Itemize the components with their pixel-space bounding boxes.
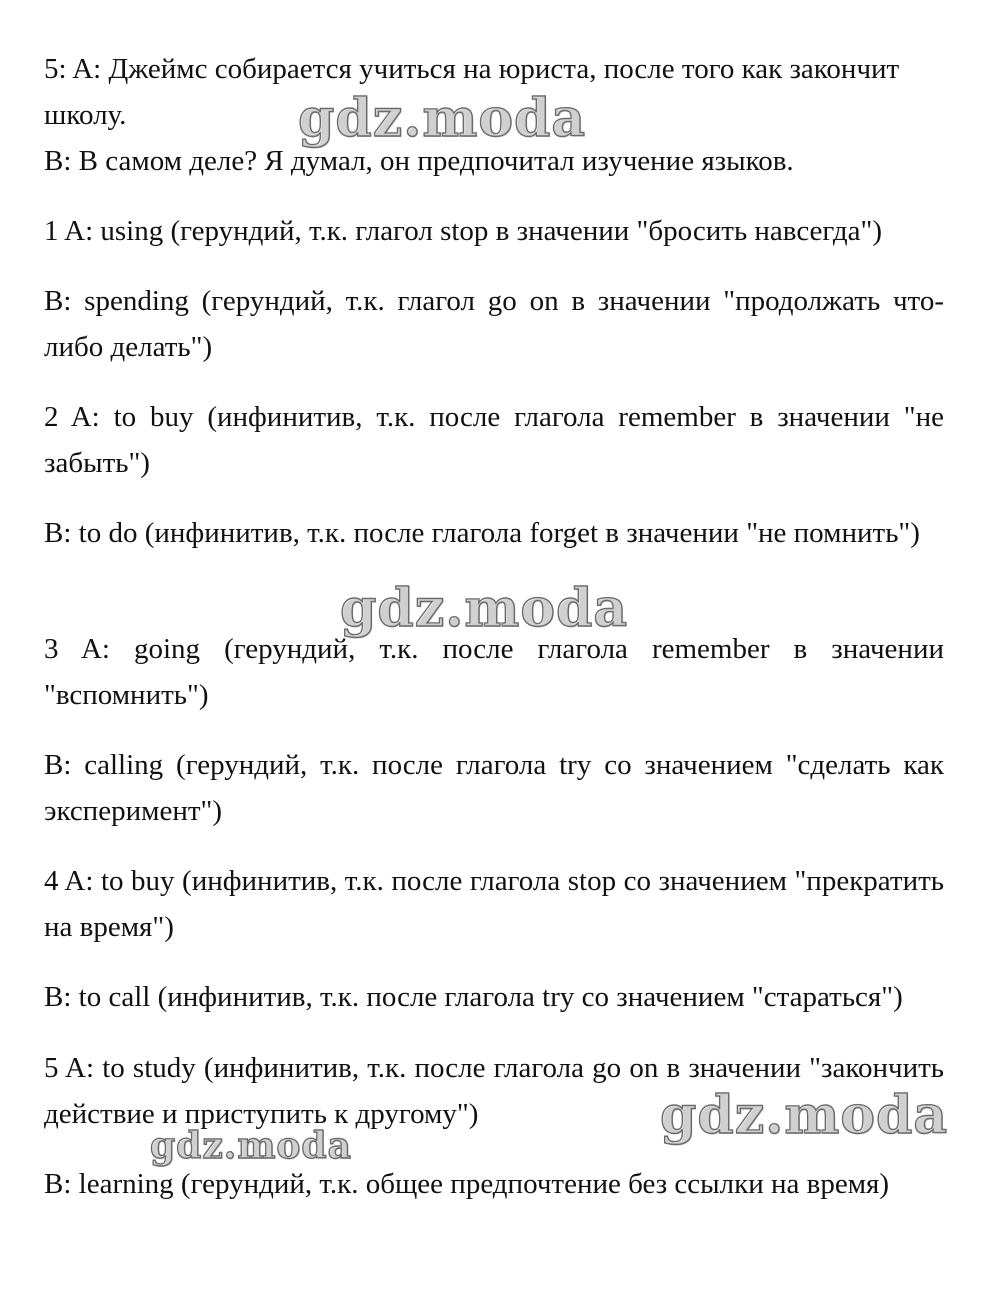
paragraph-2a: 2 A: to buy (инфинитив, т.к. после глагола remember в значении "не забыть") xyxy=(44,401,944,479)
paragraph-4a: 4 A: to buy (инфинитив, т.к. после глагола stop со значением "прекратить на время") xyxy=(44,865,944,943)
watermark-logo: gdz.moda xyxy=(660,1085,949,1146)
paragraph-5a: 5 A: to study (инфинитив, т.к. после глагола go on в значении "закончить действие и приступить к другому") xyxy=(44,1052,944,1130)
paragraph-dialogue-a: 5: A: Джеймс собирается учиться на юриста, после того как закончит школу. xyxy=(44,53,900,131)
paragraph-3b: B: calling (герундий, т.к. после глагола try со значением "сделать как эксперимент") xyxy=(44,749,944,827)
paragraph-5b: B: learning (герундий, т.к. общее предпочтение без ссылки на время) xyxy=(44,1168,890,1200)
paragraph-dialogue-b: B: В самом деле? Я думал, он предпочитал изучение языков. xyxy=(44,145,794,177)
paragraph-2b: B: to do (инфинитив, т.к. после глагола forget в значении "не помнить") xyxy=(44,517,920,549)
paragraph-3a: 3 A: going (герундий, т.к. после глагола remember в значении "вспомнить") xyxy=(44,633,944,711)
paragraph-4b: B: to call (инфинитив, т.к. после глагола try со значением "стараться") xyxy=(44,981,903,1013)
watermark-logo: gdz.moda xyxy=(298,88,587,149)
watermark-logo: gdz.moda xyxy=(150,1125,352,1167)
watermark-logo: gdz.moda xyxy=(340,578,629,639)
paragraph-1b: B: spending (герундий, т.к. глагол go on в значении "продолжать что-либо делать") xyxy=(44,285,944,363)
paragraph-1a: 1 A: using (герундий, т.к. глагол stop в значении "бросить навсегда") xyxy=(44,215,882,247)
